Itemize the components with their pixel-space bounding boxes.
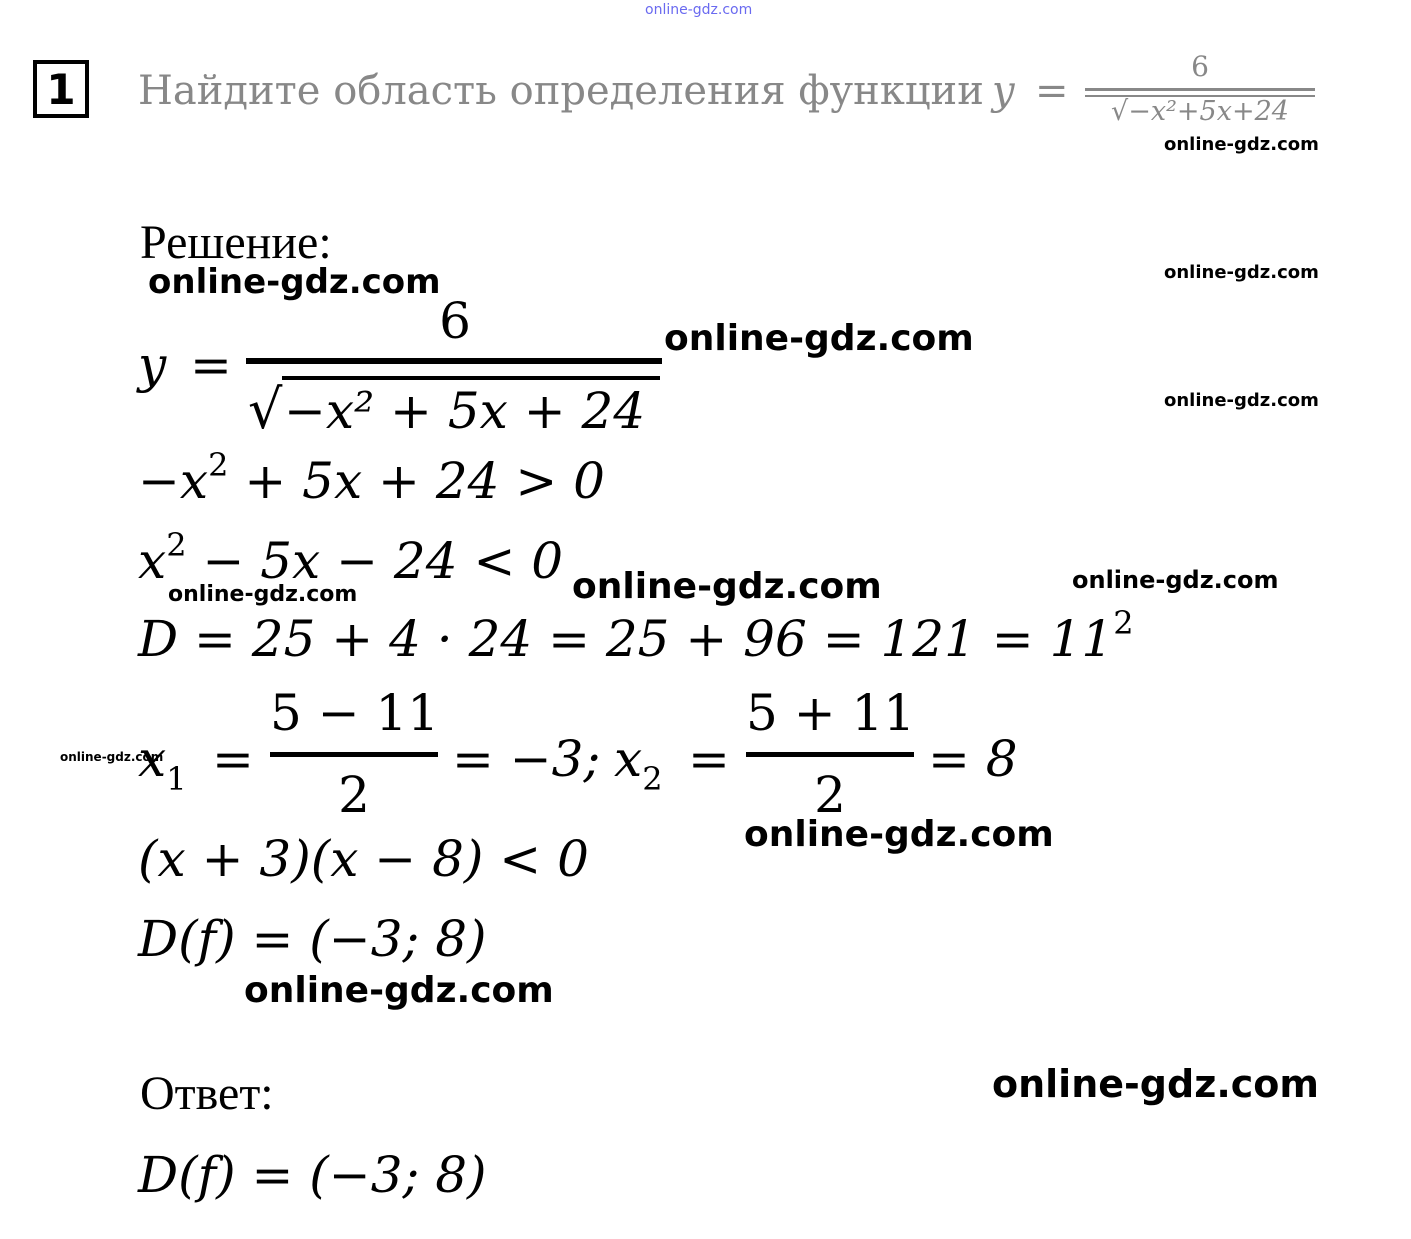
eq5-frac2-bar xyxy=(746,752,914,757)
watermark: online-gdz.com xyxy=(60,750,164,764)
eq4-discriminant: $D = 25 + 4 \cdot 24 = 25 + 96 = 121 = 11^2$ xyxy=(138,604,1134,668)
eq1-num: 6 xyxy=(439,292,471,350)
watermark: online-gdz.com xyxy=(1164,134,1319,155)
eq1-fracbar xyxy=(246,358,662,364)
watermark: online-gdz.com xyxy=(1072,566,1279,594)
eq7-domain: D(f) = (−3; 8) xyxy=(138,910,487,968)
eq5-x1: $x_1$ xyxy=(138,730,187,798)
answer-heading: Ответ: xyxy=(140,1067,274,1120)
task-eq: = xyxy=(1035,68,1069,114)
eq1-lhs: y xyxy=(138,336,167,394)
task-fraction xyxy=(1085,50,1315,127)
eq5-frac2-num: 5 + 11 xyxy=(746,684,916,742)
watermark: online-gdz.com xyxy=(148,262,441,302)
task-frac-den: √−x²+5x+24 xyxy=(1111,96,1289,127)
solution-heading: Решение: xyxy=(140,216,332,269)
eq6: (x + 3)(x − 8) < 0 xyxy=(138,830,589,888)
watermark: online-gdz.com xyxy=(1164,390,1319,411)
answer-value: D(f) = (−3; 8) xyxy=(138,1146,487,1204)
task-frac-num: 6 xyxy=(1191,50,1209,83)
eq1-den: −x² + 5x + 24 xyxy=(284,382,646,440)
watermark: online-gdz.com xyxy=(664,318,974,359)
eq5-eq2: = xyxy=(688,730,730,788)
task-frac-bar xyxy=(1085,88,1315,91)
eq3: $x^2 - 5x - 24 < 0$ xyxy=(138,526,564,590)
eq1-radical: √ xyxy=(248,378,283,441)
eq5-frac1-bar xyxy=(270,752,438,757)
eq1-radical-bar xyxy=(282,376,660,380)
watermark: online-gdz.com xyxy=(992,1062,1319,1106)
task-y: y xyxy=(992,68,1015,114)
eq2: $-x^2 + 5x + 24 > 0$ xyxy=(138,446,605,510)
eq5-frac1-den: 2 xyxy=(338,766,370,824)
watermark: online-gdz.com xyxy=(744,814,1054,855)
eq5-end: = 8 xyxy=(928,730,1018,788)
watermark: online-gdz.com xyxy=(168,582,358,607)
eq1-eq: = xyxy=(190,336,232,394)
eq5-frac1-num: 5 − 11 xyxy=(270,684,440,742)
eq5-frac2-den: 2 xyxy=(814,766,846,824)
watermark: online-gdz.com xyxy=(1164,262,1319,283)
eq5-x2: $x_2$ xyxy=(614,730,663,798)
watermark: online-gdz.com xyxy=(572,566,882,607)
eq5-mid: = −3; xyxy=(452,730,601,788)
task-text: Найдите область определения функции xyxy=(138,68,984,114)
watermark-top: online-gdz.com xyxy=(645,2,753,18)
watermark: online-gdz.com xyxy=(244,970,554,1011)
eq5-eq1: = xyxy=(212,730,254,788)
task-number: 1 xyxy=(33,60,89,118)
